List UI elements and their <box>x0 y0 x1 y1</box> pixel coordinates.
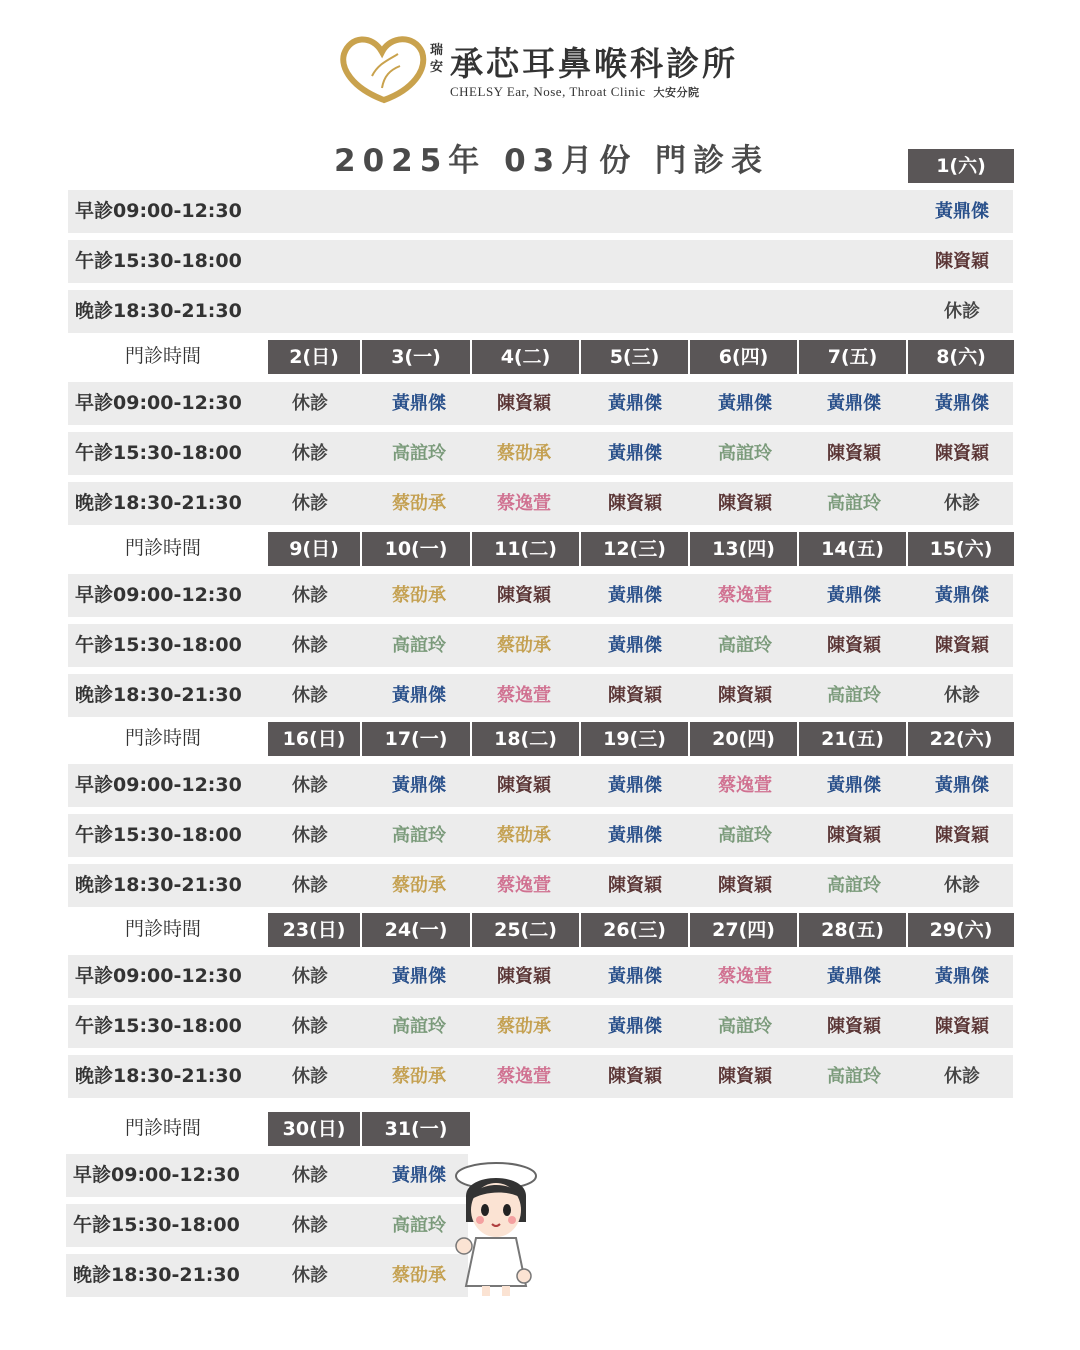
doctor-cell: 高誼玲 <box>392 1016 446 1037</box>
doctor-cell: 休診 <box>944 493 980 514</box>
doctor-cell: 陳資穎 <box>935 825 989 846</box>
doctor-cell: 蔡劭承 <box>392 1066 446 1087</box>
doctor-cell: 黃鼎傑 <box>935 775 989 796</box>
slot-label: 午診15:30-18:00 <box>75 442 242 464</box>
doctor-cell: 黃鼎傑 <box>718 393 772 414</box>
doctor-cell: 休診 <box>292 493 328 514</box>
doctor-cell: 蔡劭承 <box>497 635 551 656</box>
doctor-cell: 高誼玲 <box>827 875 881 896</box>
doctor-cell: 休診 <box>292 685 328 706</box>
slot-column-header: 門診時間 <box>124 345 201 367</box>
day-header: 20(四) <box>690 722 797 756</box>
doctor-cell: 蔡劭承 <box>497 1016 551 1037</box>
doctor-cell: 蔡劭承 <box>497 825 551 846</box>
doctor-cell: 休診 <box>292 775 328 796</box>
day-header: 2(日) <box>268 340 360 374</box>
day-header: 16(日) <box>268 722 360 756</box>
doctor-cell: 黃鼎傑 <box>392 393 446 414</box>
day-header: 19(三) <box>581 722 688 756</box>
slot-label: 晚診18:30-21:30 <box>75 492 242 514</box>
slot-label: 午診15:30-18:00 <box>75 250 242 272</box>
day-header: 6(四) <box>690 340 797 374</box>
doctor-cell: 陳資穎 <box>608 685 662 706</box>
doctor-cell: 休診 <box>292 393 328 414</box>
doctor-cell: 休診 <box>292 825 328 846</box>
slot-label: 午診15:30-18:00 <box>73 1214 240 1236</box>
doctor-cell: 黃鼎傑 <box>827 966 881 987</box>
doctor-cell: 高誼玲 <box>718 635 772 656</box>
day-header: 9(日) <box>268 532 360 566</box>
doctor-cell: 陳資穎 <box>608 1066 662 1087</box>
slot-label: 晚診18:30-21:30 <box>75 1065 242 1087</box>
doctor-cell: 休診 <box>292 966 328 987</box>
doctor-cell: 黃鼎傑 <box>608 585 662 606</box>
doctor-cell: 陳資穎 <box>935 443 989 464</box>
doctor-cell: 蔡劭承 <box>392 1265 446 1286</box>
clinic-name: 承芯耳鼻喉科診所 <box>450 44 738 83</box>
doctor-cell: 陳資穎 <box>718 1066 772 1087</box>
slot-label: 晚診18:30-21:30 <box>75 684 242 706</box>
slot-column-header: 門診時間 <box>124 537 201 559</box>
slot-column-header: 門診時間 <box>124 727 201 749</box>
clinic-branch: 大安分院 <box>653 86 700 99</box>
doctor-cell: 休診 <box>292 1066 328 1087</box>
doctor-cell: 高誼玲 <box>392 443 446 464</box>
doctor-cell: 高誼玲 <box>827 493 881 514</box>
doctor-cell: 陳資穎 <box>497 775 551 796</box>
doctor-cell: 休診 <box>292 1215 328 1236</box>
day-header: 23(日) <box>268 913 360 947</box>
doctor-cell: 陳資穎 <box>497 585 551 606</box>
slot-label: 晚診18:30-21:30 <box>73 1264 240 1286</box>
doctor-cell: 休診 <box>292 1016 328 1037</box>
page-title: 2025年 03月份 門診表 <box>334 143 770 179</box>
doctor-cell: 蔡劭承 <box>392 585 446 606</box>
day-header: 12(三) <box>581 532 688 566</box>
doctor-cell: 黃鼎傑 <box>608 1016 662 1037</box>
doctor-cell: 蔡劭承 <box>392 875 446 896</box>
doctor-cell: 黃鼎傑 <box>827 585 881 606</box>
doctor-cell: 黃鼎傑 <box>935 585 989 606</box>
doctor-cell: 蔡劭承 <box>392 493 446 514</box>
doctor-cell: 高誼玲 <box>827 1066 881 1087</box>
doctor-cell: 陳資穎 <box>497 966 551 987</box>
day-header: 3(一) <box>362 340 470 374</box>
slot-column-header: 門診時間 <box>124 1117 201 1139</box>
day-header: 10(一) <box>362 532 470 566</box>
doctor-cell: 陳資穎 <box>718 685 772 706</box>
doctor-cell: 休診 <box>292 443 328 464</box>
day-header: 8(六) <box>908 340 1014 374</box>
doctor-cell: 陳資穎 <box>935 635 989 656</box>
slot-label: 早診09:00-12:30 <box>75 584 242 606</box>
slot-label: 午診15:30-18:00 <box>75 824 242 846</box>
doctor-cell: 蔡逸萱 <box>497 875 551 896</box>
slot-label: 早診09:00-12:30 <box>75 200 242 222</box>
doctor-cell: 陳資穎 <box>718 875 772 896</box>
doctor-cell: 休診 <box>292 875 328 896</box>
doctor-cell: 高誼玲 <box>392 825 446 846</box>
day-header: 24(一) <box>362 913 470 947</box>
slot-label: 早診09:00-12:30 <box>73 1164 240 1186</box>
doctor-cell: 蔡逸萱 <box>718 585 772 606</box>
doctor-cell: 蔡逸萱 <box>718 775 772 796</box>
slot-label: 早診09:00-12:30 <box>75 392 242 414</box>
doctor-cell: 陳資穎 <box>718 493 772 514</box>
doctor-cell: 陳資穎 <box>935 1016 989 1037</box>
doctor-cell: 高誼玲 <box>827 685 881 706</box>
doctor-cell: 休診 <box>944 1066 980 1087</box>
clinic-en-text: CHELSY Ear, Nose, Throat Clinic <box>450 84 646 99</box>
day-header: 29(六) <box>908 913 1014 947</box>
doctor-cell: 黃鼎傑 <box>608 635 662 656</box>
doctor-cell: 黃鼎傑 <box>392 775 446 796</box>
doctor-cell: 高誼玲 <box>718 825 772 846</box>
day-header: 5(三) <box>581 340 688 374</box>
doctor-cell: 黃鼎傑 <box>392 966 446 987</box>
slot-label: 午診15:30-18:00 <box>75 634 242 656</box>
doctor-cell: 陳資穎 <box>935 251 989 272</box>
day-header: 4(二) <box>472 340 579 374</box>
doctor-cell: 陳資穎 <box>608 875 662 896</box>
doctor-cell: 陳資穎 <box>497 393 551 414</box>
doctor-cell: 黃鼎傑 <box>827 393 881 414</box>
doctor-cell: 休診 <box>292 1165 328 1186</box>
doctor-cell: 蔡劭承 <box>497 443 551 464</box>
logo-small-text: 瑞安 <box>430 43 444 75</box>
doctor-cell: 黃鼎傑 <box>608 966 662 987</box>
slot-label: 早診09:00-12:30 <box>75 965 242 987</box>
doctor-cell: 黃鼎傑 <box>935 201 989 222</box>
doctor-cell: 黃鼎傑 <box>935 966 989 987</box>
day-header: 21(五) <box>799 722 906 756</box>
doctor-cell: 休診 <box>944 875 980 896</box>
day-header: 1(六) <box>908 149 1014 183</box>
slot-label: 晚診18:30-21:30 <box>75 874 242 896</box>
doctor-cell: 陳資穎 <box>827 443 881 464</box>
day-header: 7(五) <box>799 340 906 374</box>
doctor-cell: 休診 <box>292 635 328 656</box>
doctor-cell: 高誼玲 <box>392 1215 446 1236</box>
doctor-cell: 黃鼎傑 <box>608 443 662 464</box>
day-header: 27(四) <box>690 913 797 947</box>
doctor-cell: 休診 <box>292 585 328 606</box>
slot-label: 午診15:30-18:00 <box>75 1015 242 1037</box>
doctor-cell: 黃鼎傑 <box>608 825 662 846</box>
clinic-logo <box>338 30 748 108</box>
doctor-cell: 高誼玲 <box>718 1016 772 1037</box>
doctor-cell: 黃鼎傑 <box>608 775 662 796</box>
doctor-cell: 高誼玲 <box>392 635 446 656</box>
doctor-cell: 休診 <box>292 1265 328 1286</box>
day-header: 17(一) <box>362 722 470 756</box>
doctor-cell: 蔡逸萱 <box>497 685 551 706</box>
doctor-cell: 陳資穎 <box>827 635 881 656</box>
doctor-cell: 陳資穎 <box>827 825 881 846</box>
day-header: 30(日) <box>268 1112 360 1146</box>
day-header: 22(六) <box>908 722 1014 756</box>
doctor-cell: 黃鼎傑 <box>827 775 881 796</box>
clinic-english-name <box>450 84 700 100</box>
day-header: 28(五) <box>799 913 906 947</box>
doctor-cell: 陳資穎 <box>608 493 662 514</box>
nurse-mascot-icon <box>446 1160 542 1300</box>
doctor-cell: 黃鼎傑 <box>935 393 989 414</box>
doctor-cell: 蔡逸萱 <box>718 966 772 987</box>
day-header: 15(六) <box>908 532 1014 566</box>
doctor-cell: 蔡逸萱 <box>497 493 551 514</box>
doctor-cell: 休診 <box>944 301 980 322</box>
slot-label: 早診09:00-12:30 <box>75 774 242 796</box>
doctor-cell: 黃鼎傑 <box>392 685 446 706</box>
doctor-cell: 休診 <box>944 685 980 706</box>
doctor-cell: 高誼玲 <box>718 443 772 464</box>
slot-label: 晚診18:30-21:30 <box>75 300 242 322</box>
doctor-cell: 黃鼎傑 <box>392 1165 446 1186</box>
day-header: 13(四) <box>690 532 797 566</box>
day-header: 14(五) <box>799 532 906 566</box>
doctor-cell: 蔡逸萱 <box>497 1066 551 1087</box>
day-header: 25(二) <box>472 913 579 947</box>
clinic-logo-heart-icon <box>338 30 430 108</box>
day-header: 26(三) <box>581 913 688 947</box>
day-header: 18(二) <box>472 722 579 756</box>
doctor-cell: 陳資穎 <box>827 1016 881 1037</box>
doctor-cell: 黃鼎傑 <box>608 393 662 414</box>
day-header: 11(二) <box>472 532 579 566</box>
slot-column-header: 門診時間 <box>124 918 201 940</box>
day-header: 31(一) <box>362 1112 470 1146</box>
